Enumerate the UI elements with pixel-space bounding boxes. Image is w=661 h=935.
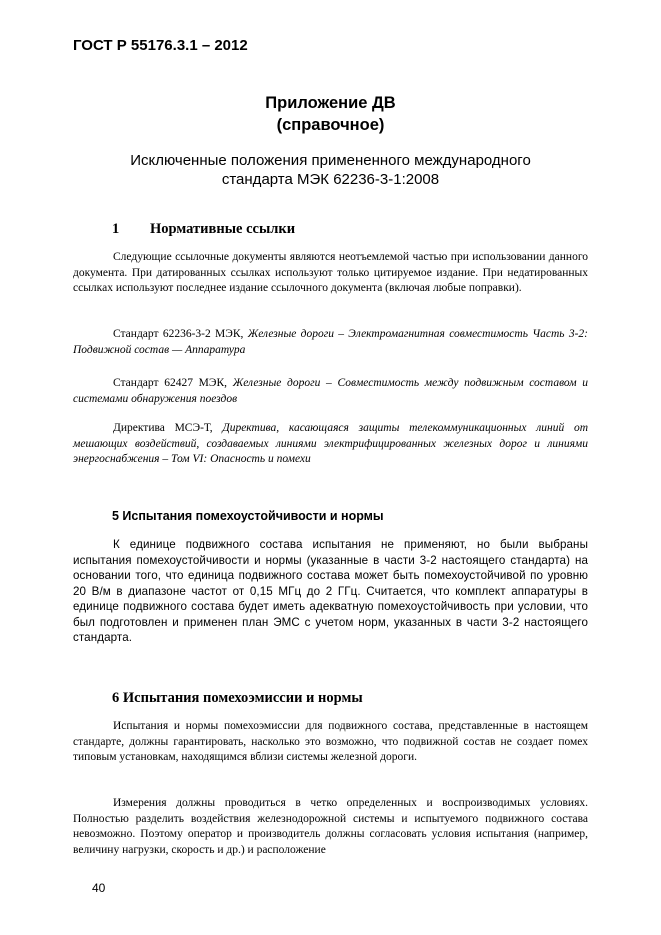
appendix-type: (справочное) [276, 116, 385, 134]
section1-title: Нормативные ссылки [150, 221, 296, 237]
reference-item [73, 327, 588, 358]
reference-title: Железные дороги – Совместимость между подвижным составом и системами обнаружения поездов [73, 377, 589, 405]
appendix-subtitle-line2: стандарта МЭК 62236-3-1:2008 [221, 171, 440, 188]
reference-item [73, 421, 588, 468]
appendix-subtitle-line1: Исключенные положения примененного международного [130, 152, 531, 169]
section1-number: 1 [112, 221, 120, 237]
appendix-title: Приложение ДВ [265, 94, 396, 112]
section6-paragraph1: Испытания и нормы помехоэмиссии для подвижного состава, представленные в настоящем стандарте, должны гарантировать, насколько это возможно, что подвижной состав не создает помех типовым установкам, находящимся вблизи системы железной дороги. [73, 720, 588, 763]
reference-prefix: Стандарт 62427 МЭК, [113, 377, 227, 389]
section5-text: К единице подвижного состава испытания не применяют, но были выбраны испытания помехоустойчивости и нормы (указанные в части 3-2 настоящего стандарта) на основании того, что единица подвижного состава может быть помехоустойчивой по уровню 20 В/м в диапазоне частот от 0,15 МГц до 2 ГГц. Считается, что комплект аппаратуры в единице подвижного состава будет иметь адекватную помехоустойчивость при условии, что был подготовлен и применен план ЭМС с учетом норм, указанных в части 3-2 настоящего стандарта. [73, 538, 588, 644]
reference-item [73, 376, 588, 407]
section5-heading: 5 Испытания помехоустойчивости и нормы [112, 509, 384, 523]
standard-header: ГОСТ Р 55176.3.1 – 2012 [73, 37, 248, 54]
reference-title: Железные дороги – Электромагнитная совместимость Часть 3-2: Подвижной состав — Аппаратура [73, 328, 588, 356]
reference-prefix: Стандарт 62236-3-2 МЭК, [113, 328, 244, 340]
section6-paragraph2: Измерения должны проводиться в четко определенных и воспроизводимых условиях. Полностью разделить воздействия железнодорожной системы и испытуемого подвижного состава невозможно. Поэтому оператор и производитель должны согласовать условия испытания (например, величину нагрузки, скорость и др.) и расположение [73, 797, 588, 856]
section1-intro: Следующие ссылочные документы являются неотъемлемой частью при использовании данного документа. При датированных ссылках используют только цитируемое издание. При недатированных ссылках используют последнее издание ссылочного документа (включая любые поправки). [73, 251, 588, 294]
reference-prefix: Директива МСЭ-Т, [113, 422, 213, 434]
reference-title: Директива, касающаяся защиты телекоммуникационных линий от мешающих воздействий, создаваемых линиями электрифицированных железных дорог и линиями энергоснабжения – Том VI: Опасность и помехи [73, 422, 589, 465]
section6-heading: 6 Испытания помехоэмиссии и нормы [112, 690, 363, 706]
page-number: 40 [92, 881, 106, 895]
